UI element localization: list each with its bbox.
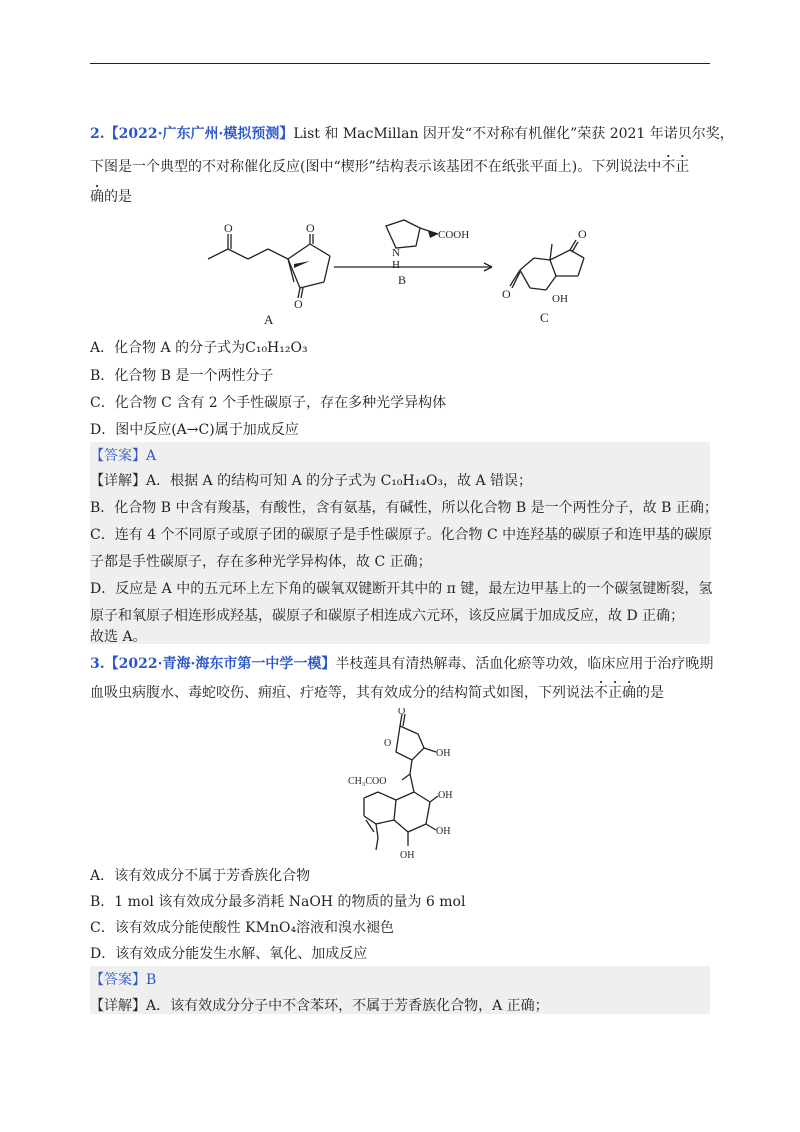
q2-analysis-line: D．反应是 A 中的五元环上左下角的碳氧双键断开其中的 π 键，最左边甲基上的一个碳氢键断裂，氢 xyxy=(90,581,713,597)
q2-analysis-line: B．化合物 B 中含有羧基，有酸性，含有氨基，有碱性，所以化合物 B 是一个两性分子，故 B 正确； xyxy=(90,500,718,516)
hydroxyl-label: OH xyxy=(436,826,451,837)
q2-stem-text-2: 下图是一个典型的不对称催化反应(图中“楔形”结构表示该基团不在纸张平面上)。下列说法中 xyxy=(90,159,662,175)
q2-stem-line-3 xyxy=(90,187,132,207)
molecule-structure xyxy=(340,708,500,860)
q2-option-a: A．化合物 A 的分子式为C₁₀H₁₂O₃ xyxy=(90,340,308,356)
q3-emphasis-char: 不 xyxy=(594,685,608,701)
compound-c-label: C xyxy=(540,310,549,325)
atom-label: O xyxy=(398,708,406,717)
atom-label: O xyxy=(294,297,303,311)
hydroxyl-label: OH xyxy=(552,293,568,305)
q2-analysis-line: C．连有 4 个不同原子或原子团的碳原子是手性碳原子。化合物 C 中连羟基的碳原子和连甲基的碳原 xyxy=(90,527,713,543)
acetate-label: CH₃COO xyxy=(348,776,387,787)
q2-analysis-line: 原子和氧原子相连形成羟基，碳原子和碳原子相连成六元环，该反应属于加成反应，故 D 正确； xyxy=(90,608,685,624)
q2-analysis-line: 【详解】A．根据 A 的结构可知 A 的分子式为 C₁₀H₁₄O₃，故 A 错误； xyxy=(90,473,533,489)
atom-label: O xyxy=(306,221,315,235)
q2-emphasis-char: 正 xyxy=(675,159,690,175)
catalyst-label: B xyxy=(398,273,407,287)
q2-emphasis-char: 确 xyxy=(90,189,104,205)
q3-emphasis-char: 正 xyxy=(608,685,622,701)
atom-label: O xyxy=(224,221,233,235)
q2-number: 2. xyxy=(90,126,105,142)
q2-stem-line-2 xyxy=(90,157,689,177)
q3-option-d: D．该有效成分能发生水解、氧化、加成反应 xyxy=(90,946,368,962)
q3-stem-text-2: 血吸虫病腹水、毒蛇咬伤、痈疽、疔疮等，其有效成分的结构简式如图，下列说法 xyxy=(90,685,594,701)
carboxyl-label: COOH xyxy=(438,229,470,241)
atom-label: O xyxy=(384,738,392,749)
q3-emphasis-char: 确 xyxy=(622,685,636,701)
q3-analysis-line: 【详解】A．该有效成分分子中不含苯环，不属于芳香族化合物，A 正确； xyxy=(90,998,549,1014)
hydroxyl-label: OH xyxy=(400,850,415,860)
atom-label: O xyxy=(578,227,587,241)
q3-number: 3. xyxy=(90,656,105,672)
q2-option-d: D．图中反应(A→C)属于加成反应 xyxy=(90,422,299,438)
q3-stem-text-1: 半枝莲具有清热解毒、活血化瘀等功效，临床应用于治疗晚期 xyxy=(335,656,714,672)
q3-option-a: A．该有效成分不属于芳香族化合物 xyxy=(90,868,311,884)
q3-stem-line-1 xyxy=(90,654,713,674)
q2-stem-text-1: List 和 MacMillan 因开发“不对称有机催化”荣获 2021 年诺贝尔奖， xyxy=(293,126,734,142)
q3-answer: 【答案】B xyxy=(90,972,157,988)
compound-a-label: A xyxy=(264,312,274,327)
q3-stem-line-2 xyxy=(90,683,664,703)
q2-analysis-line: 故选 A。 xyxy=(90,629,147,645)
q2-source-tag: 【2022·广东广州·模拟预测】 xyxy=(104,126,294,142)
q3-option-b: B．1 mol 该有效成分最多消耗 NaOH 的物质的量为 6 mol xyxy=(90,894,466,910)
reaction-scheme xyxy=(190,212,630,334)
q2-stem-text-3: 的是 xyxy=(104,189,132,205)
hydroxyl-label: OH xyxy=(438,790,453,801)
atom-label: N xyxy=(392,247,400,259)
atom-label: H xyxy=(392,259,400,271)
q3-stem-text-3: 的是 xyxy=(636,685,664,701)
hydroxyl-label: OH xyxy=(436,748,451,759)
q2-analysis-line: 子都是手性碳原子，存在多种光学异构体，故 C 正确； xyxy=(90,554,432,570)
q3-source-tag: 【2022·青海·海东市第一中学一模】 xyxy=(104,656,336,672)
atom-label: O xyxy=(502,287,511,301)
header-rule xyxy=(90,63,710,64)
q2-option-c: C．化合物 C 含有 2 个手性碳原子，存在多种光学异构体 xyxy=(90,395,447,411)
q2-option-b: B．化合物 B 是一个两性分子 xyxy=(90,368,274,384)
q3-option-c: C．该有效成分能使酸性 KMnO₄溶液和溴水褪色 xyxy=(90,920,395,936)
q2-answer: 【答案】A xyxy=(90,448,157,464)
q2-emphasis-char: 不 xyxy=(661,159,676,175)
q2-stem-line-1 xyxy=(90,124,734,144)
